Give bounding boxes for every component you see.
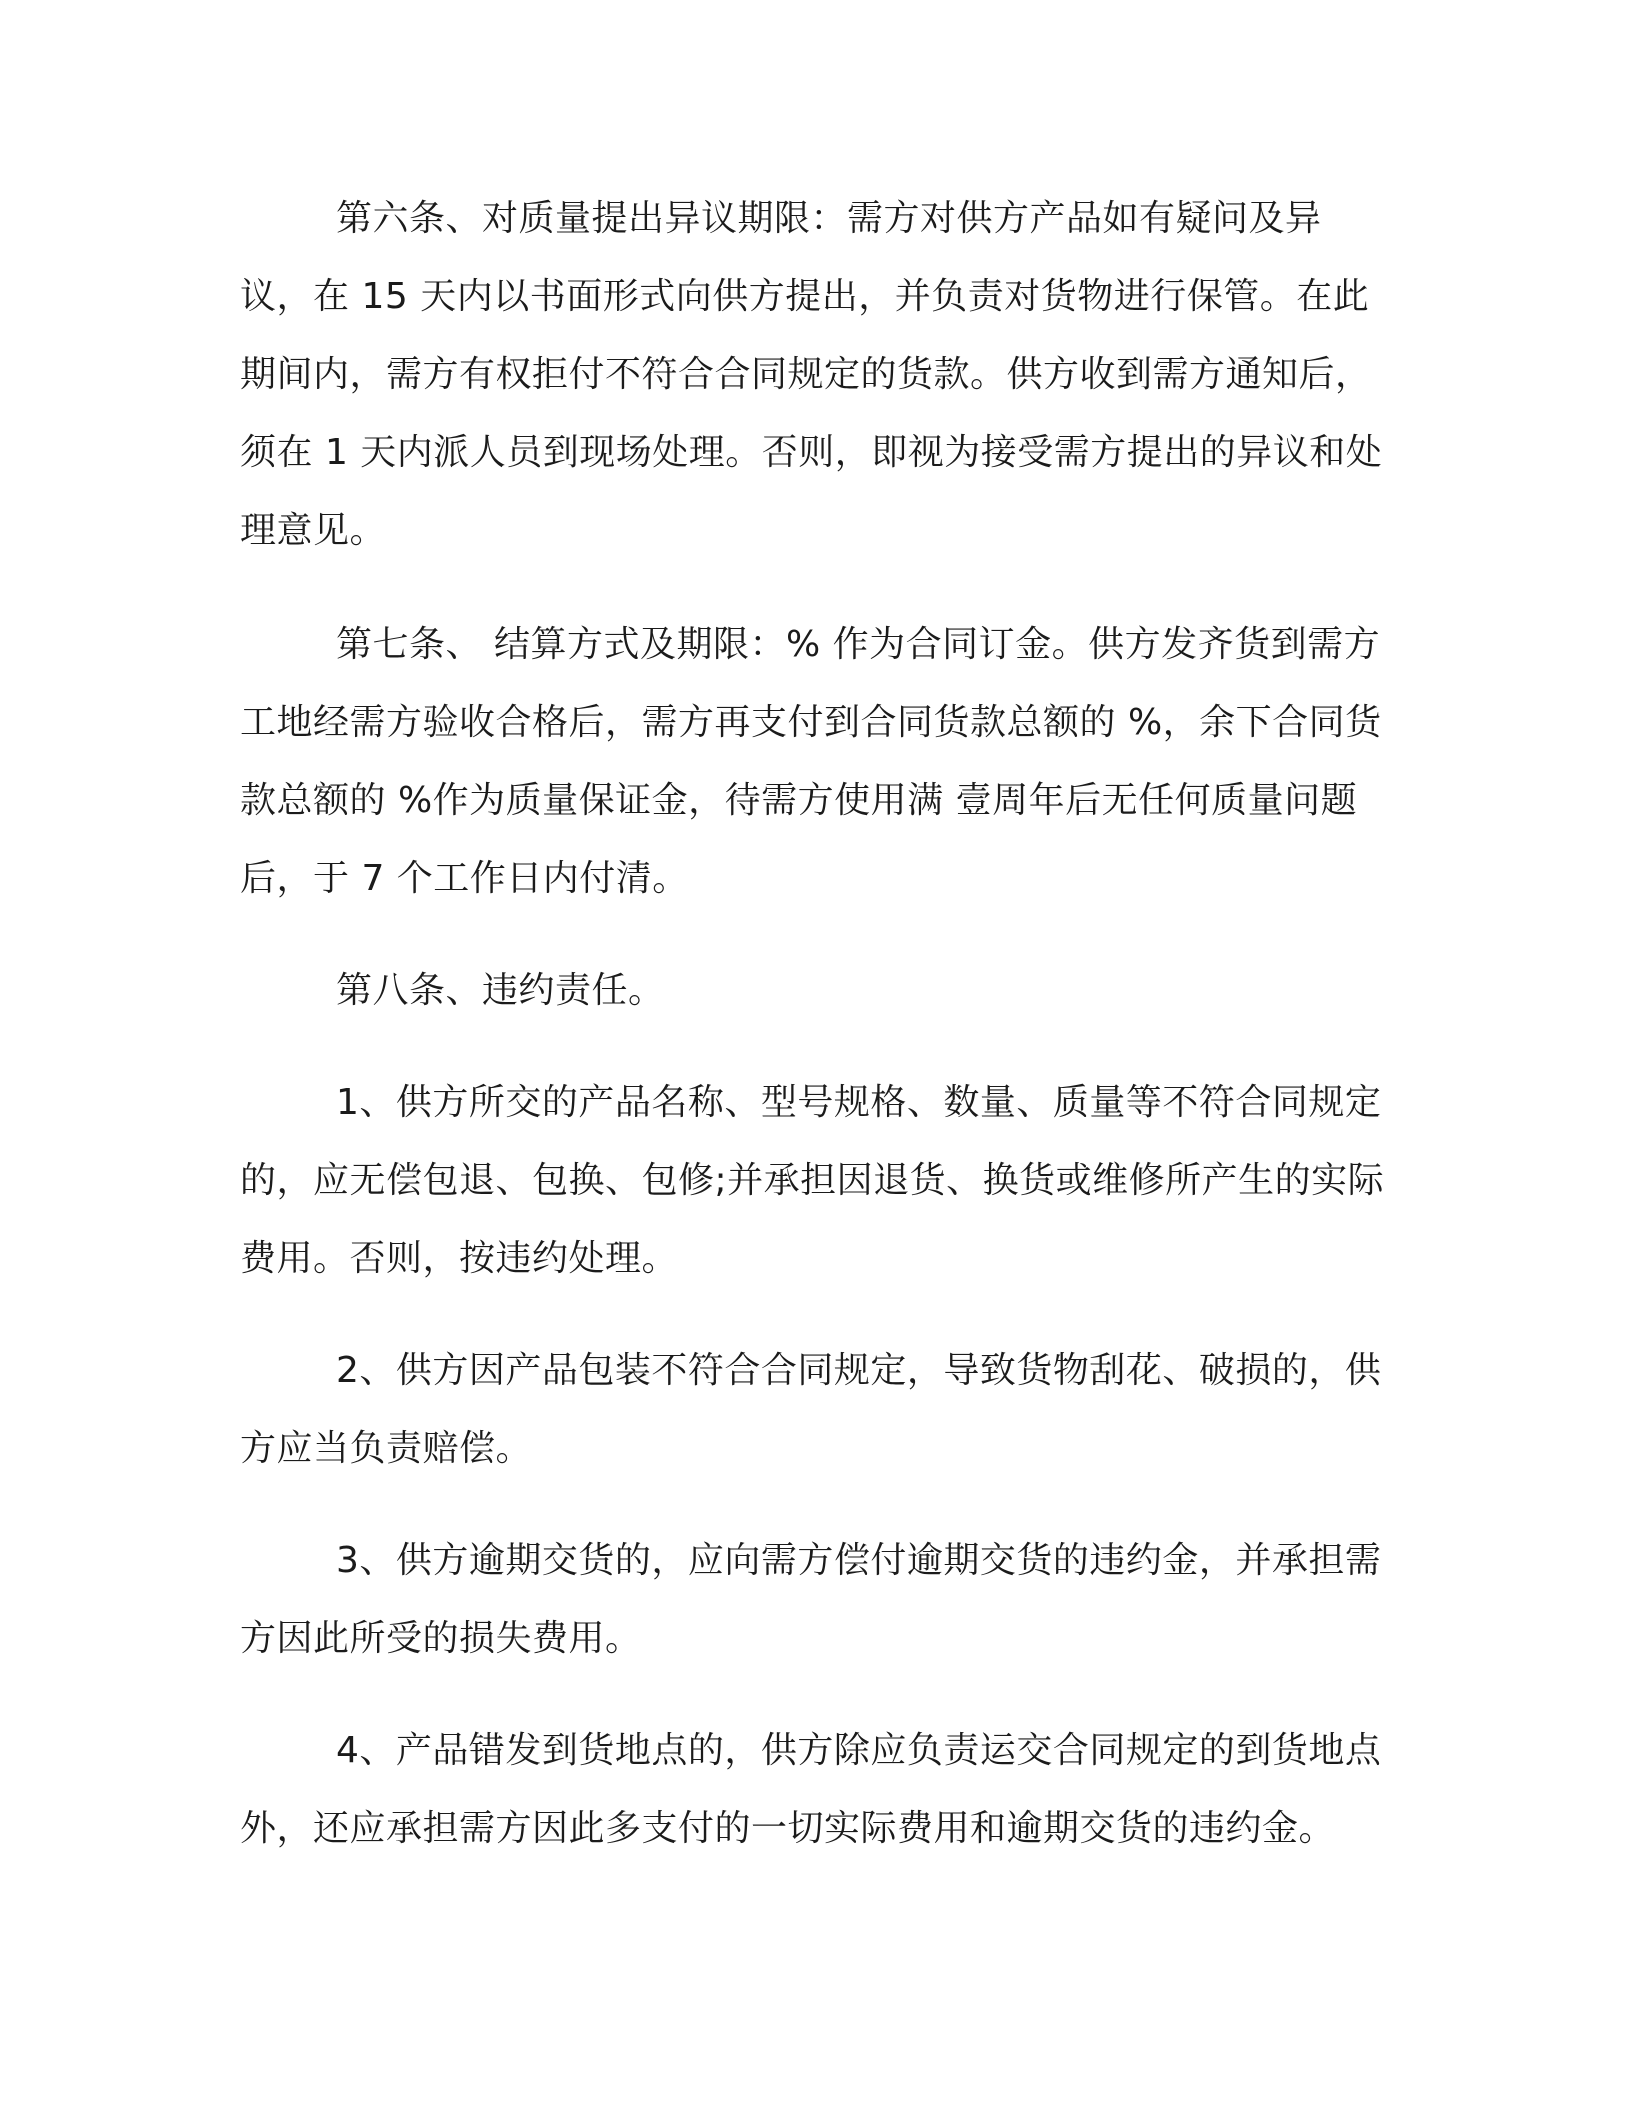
paragraph-clause-3: 3、供方逾期交货的，应向需方偿付逾期交货的违约金，并承担需方因此所受的损失费用。 [240, 1540, 1382, 1659]
paragraph-article-6: 第六条、对质量提出异议期限：需方对供方产品如有疑问及异议，在 15 天内以书面形式向供方提出，并负责对货物进行保管。在此期间内，需方有权拒付不符合合同规定的货款。供方收到需方通知后，须在 1 天内派人员到现场处理。否则，即视为接受需方提出的异议和处理意见。 [240, 198, 1383, 551]
paragraph-clause-2: 2、供方因产品包装不符合合同规定，导致货物刮花、破损的，供方应当负责赔偿。 [240, 1350, 1382, 1469]
paragraph-clause-1: 1、供方所交的产品名称、型号规格、数量、质量等不符合同规定的，应无偿包退、包换、包修;并承担因退货、换货或维修所产生的实际费用。否则，按违约处理。 [240, 1082, 1385, 1279]
document-body [240, 180, 1390, 1868]
paragraph-article-7: 第七条、 结算方式及期限：% 作为合同订金。供方发齐货到需方工地经需方验收合格后，需方再支付到合同货款总额的 %，余下合同货款总额的 %作为质量保证金，待需方使用满 壹周年后无任何质量问题后，于 7 个工作日内付清。 [240, 624, 1382, 899]
paragraph-article-8-heading: 第八条、违约责任。 [336, 970, 665, 1011]
paragraph-clause-4: 4、产品错发到货地点的，供方除应负责运交合同规定的到货地点外，还应承担需方因此多支付的一切实际费用和逾期交货的违约金。 [240, 1730, 1382, 1849]
